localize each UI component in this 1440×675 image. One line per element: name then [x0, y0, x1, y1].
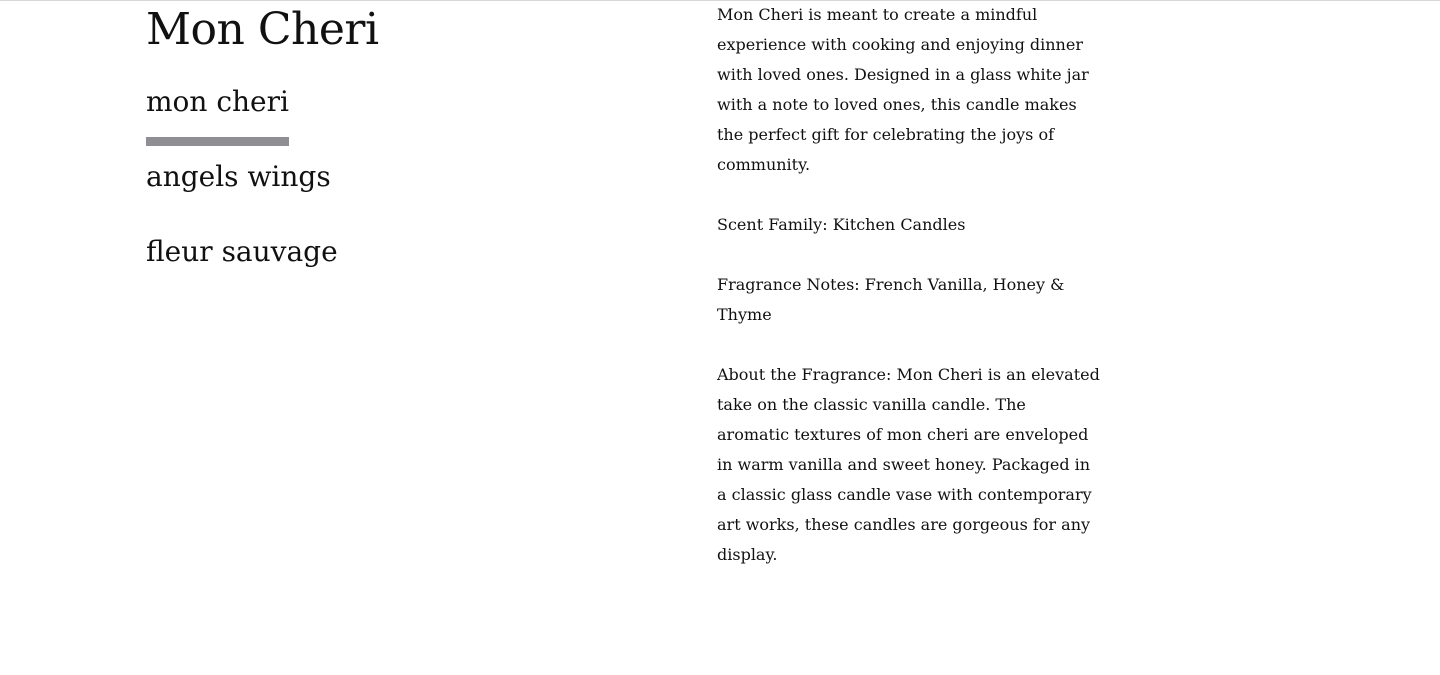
scent-family: Scent Family: Kitchen Candles [717, 215, 966, 234]
variant-label: mon cheri [146, 85, 289, 118]
active-variant-underline [146, 137, 289, 146]
variant-list [146, 82, 338, 307]
variant-label: fleur sauvage [146, 235, 338, 268]
variant-item-angels-wings[interactable] [146, 157, 338, 232]
variant-label: angels wings [146, 160, 331, 193]
description-intro: Mon Cheri is meant to create a mindful experience with cooking and enjoying dinner with loved ones. Designed in a glass white jar with a note to loved ones, this candle makes the perfect gift for celebrating the joys of community. [717, 5, 1089, 174]
variant-item-mon-cheri[interactable] [146, 82, 338, 157]
page-title: Mon Cheri [146, 4, 379, 55]
product-description [717, 0, 1102, 600]
fragrance-notes: Fragrance Notes: French Vanilla, Honey & Thyme [717, 275, 1065, 324]
about-fragrance: About the Fragrance: Mon Cheri is an elevated take on the classic vanilla candle. The aromatic textures of mon cheri are enveloped in warm vanilla and sweet honey. Packaged in a classic glass candle vase with contemporary art works, these candles are gorgeous for any display. [717, 365, 1100, 564]
variant-item-fleur-sauvage[interactable] [146, 232, 338, 307]
